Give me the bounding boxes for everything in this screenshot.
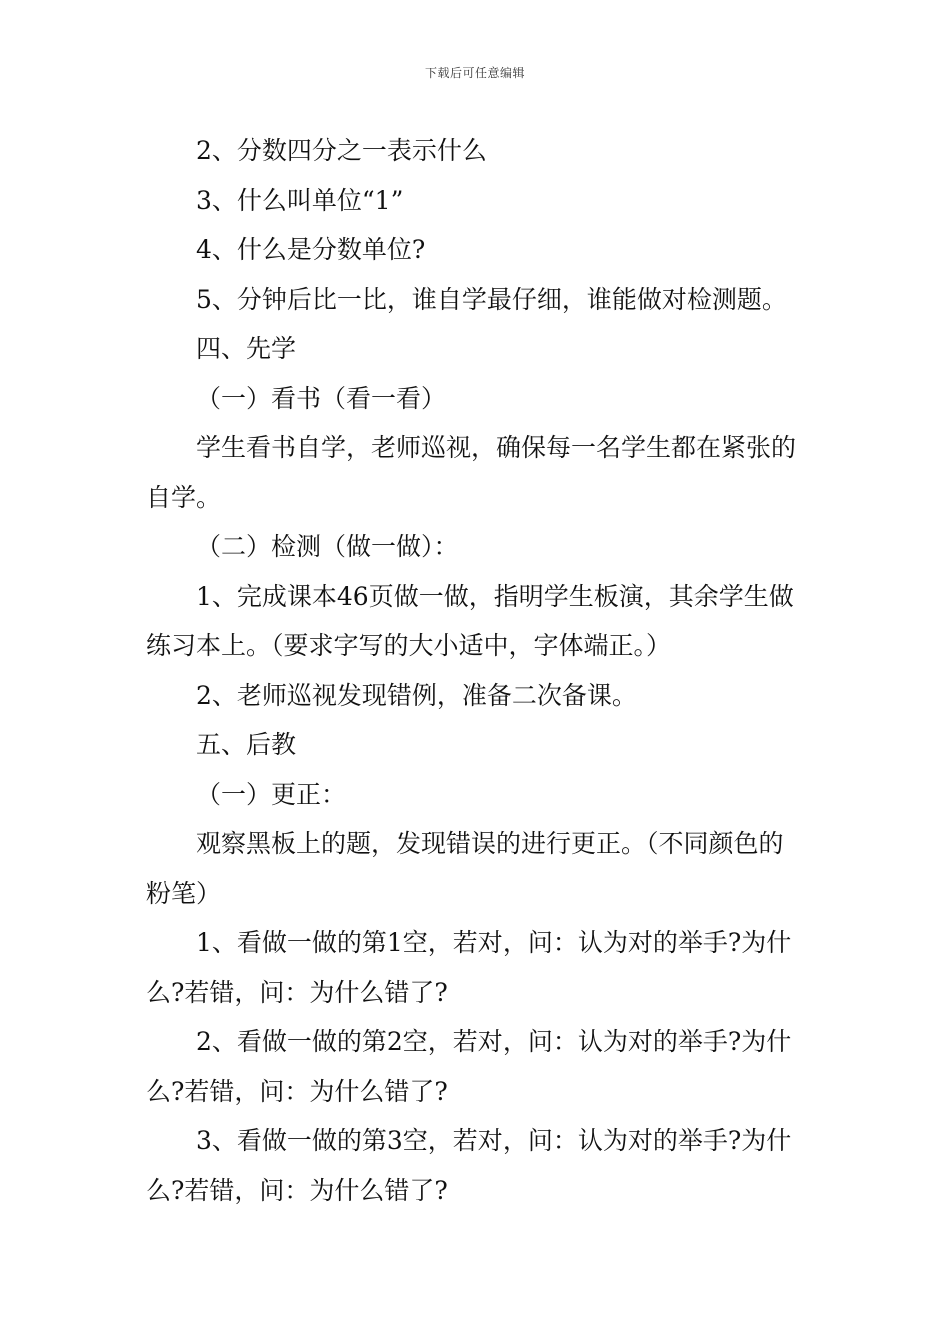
paragraph-q5: 5、分钟后比一比，谁自学最仔细，谁能做对检测题。 [196, 284, 787, 314]
page-header: 下载后可任意编辑 [424, 66, 525, 80]
subheading-read-book: （一）看书（看一看） [196, 383, 447, 413]
subheading-test: （二）检测（做一做）： [196, 532, 459, 561]
paragraph-q3: 3、什么叫单位“1” [196, 185, 404, 215]
paragraph-blank-2: 2、看做一做的第2空，若对，问：认为对的举手?为什么?若错，问：为什么错了? [146, 1027, 792, 1106]
subheading-correct: （一）更正： [196, 779, 347, 809]
document-body [146, 126, 808, 1215]
section-heading-five: 五、后教 [196, 730, 297, 759]
paragraph-blank-3: 3、看做一做的第3空，若对，问：认为对的举手?为什么?若错，问：为什么错了? [146, 1126, 792, 1205]
paragraph-q2: 2、分数四分之一表示什么 [196, 136, 487, 165]
paragraph-test-1: 1、完成课本46页做一做，指明学生板演，其余学生做练习本上。（要求字写的大小适中，字体端正。） [146, 581, 794, 660]
paragraph-test-2: 2、老师巡视发现错例，准备二次备课。 [196, 680, 637, 710]
section-heading-four: 四、先学 [196, 334, 297, 363]
paragraph-q4: 4、什么是分数单位? [196, 235, 426, 264]
paragraph-self-study: 学生看书自学，老师巡视，确保每一名学生都在紧张的自学。 [146, 433, 797, 512]
paragraph-blank-1: 1、看做一做的第1空，若对，问：认为对的举手?为什么?若错，问：为什么错了? [146, 928, 792, 1007]
paragraph-observe: 观察黑板上的题，发现错误的进行更正。（不同颜色的粉笔） [146, 829, 784, 908]
